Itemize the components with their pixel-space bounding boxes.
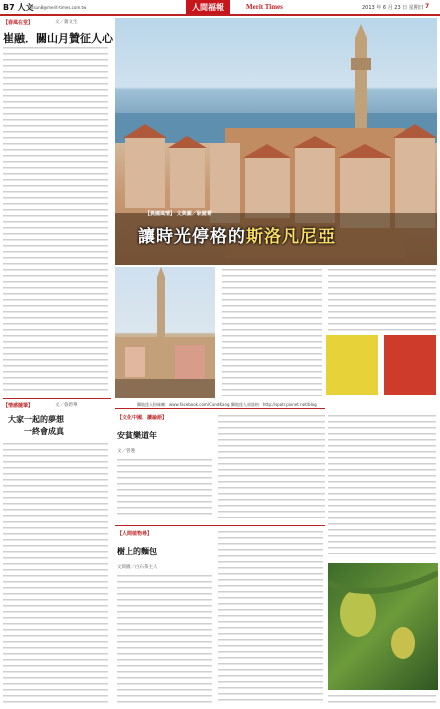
plants-section-head: 【人間植物尋】 [117, 531, 153, 537]
divider [3, 398, 111, 399]
plants-body-1 [117, 574, 212, 704]
plants-author: 文與圖／白石茶主人 [117, 565, 158, 570]
section-label: B7 人文 [3, 3, 34, 12]
divider [115, 525, 325, 526]
spring-author: 文／冀文生 [55, 20, 78, 25]
plants-body-2 [218, 530, 323, 704]
church-illustration [115, 267, 215, 398]
feature-article-body-1 [222, 268, 322, 396]
feature-article-body-2 [328, 268, 436, 332]
divider [115, 408, 325, 409]
feeling-section-head: 【情感隨筆】 [3, 403, 34, 409]
feeling-title-line2: 一終會成真 [24, 426, 64, 436]
paper-logo-english: Merit Times [246, 3, 283, 11]
feeling-title-line1: 大家一起的夢想 [8, 414, 64, 424]
church-tower-photo [115, 267, 215, 398]
paper-logo: 人間福報 [186, 0, 230, 14]
spring-section-head: 【春風在堂】 [3, 20, 34, 26]
culture-author: 文／曾遵 [117, 449, 135, 454]
spring-title: 崔融．關山月贊征人心 [3, 32, 113, 45]
feeling-article-body [3, 442, 108, 704]
feature-title-part1: 讓時光停格的 [138, 227, 246, 247]
photo-credit: 攝地達人粉絲團：www.facebook.com/CandKang 攝地達人部落格：http://spotr.pixnet.net/blog [137, 402, 317, 407]
culture-body-2 [218, 414, 325, 518]
feature-title-part2: 斯洛凡尼亞 [246, 227, 336, 247]
issue-date: 2013 年 6 月 23 日 星期日 [362, 5, 424, 11]
feature-title [138, 222, 336, 247]
plants-body-3 [328, 694, 436, 704]
plants-title: 樹上的麵包 [117, 546, 157, 556]
culture-section-head: 【文化中國．讀論語】 [117, 415, 168, 421]
section-email[interactable]: mtsun8@merit-times.com.tw [28, 5, 87, 10]
feeling-author: 文／魯碧華 [55, 403, 78, 408]
yellow-mailbox-photo [326, 335, 378, 395]
breadfruit-photo [328, 563, 438, 690]
culture-body-3 [328, 414, 436, 554]
breadfruit-illustration [328, 563, 438, 690]
feature-tag: 【異國風情】 文與圖／耿健菁 [145, 211, 212, 217]
page-number: 7 [425, 3, 430, 10]
spring-article-body [3, 46, 108, 391]
culture-body-1 [117, 458, 212, 518]
culture-title: 安貧樂道年 [117, 430, 157, 440]
red-post-box-photo [384, 335, 436, 395]
